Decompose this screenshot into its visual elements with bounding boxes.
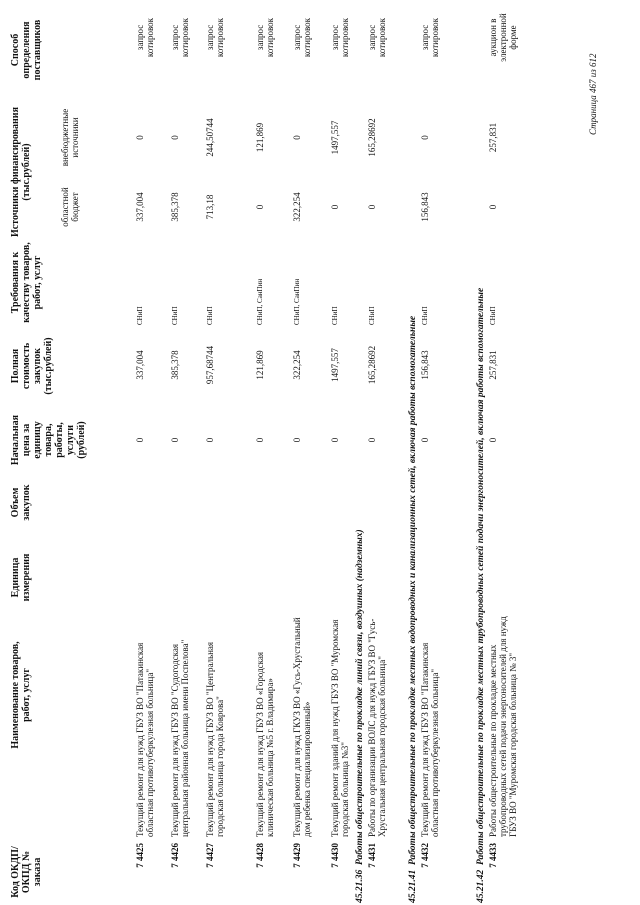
row-method: запрос котировок — [330, 17, 350, 58]
row-price: 0 — [488, 437, 498, 443]
header-unit: Единица измерения — [10, 553, 32, 602]
row-extra: 0 — [135, 135, 145, 140]
header-name: Наименование товаров, работ, услуг — [10, 641, 32, 749]
row-regional: 713,18 — [205, 194, 215, 220]
row-method: запрос котировок — [420, 17, 440, 58]
row-cost: 957,68744 — [205, 345, 215, 385]
row-method: аукцион в электронной форме — [488, 13, 518, 62]
header-financing: Источники финансирования (тыс.рублей) — [10, 107, 32, 237]
row-price: 0 — [330, 437, 340, 443]
row-cost: 156,843 — [420, 350, 430, 380]
row-regional: 0 — [330, 204, 340, 210]
row-num: 7 4430 — [330, 843, 340, 868]
page-number: Страница 467 из 612 — [588, 53, 598, 135]
row-num: 7 4425 — [135, 843, 145, 868]
row-name: Работы по организации ВОЛС для нужд ГБУЗ ВО "Гусь-Хрустальная центральная городская больница" — [367, 618, 387, 837]
row-price: 0 — [255, 437, 265, 443]
row-num: 7 4426 — [170, 843, 180, 868]
row-cost: 337,004 — [135, 350, 145, 380]
row-cost: 322,254 — [292, 350, 302, 380]
row-name: Работы общестроительные по прокладке местных трубопроводных сетей подачи энергоносителей для нужд ГБУЗ ВО "Муромская городская больница № 3" — [488, 616, 518, 837]
row-method: запрос котировок — [205, 17, 225, 58]
row-method: запрос котировок — [170, 17, 190, 58]
header-method: Способ определения поставщиков — [10, 19, 43, 81]
row-cost: 121,869 — [255, 350, 265, 380]
row-extra: 257,831 — [488, 122, 498, 153]
row-name: Текущий ремонт для нужд ГКУЗ ВО «Гусь-Хрустальный дом ребенка специализированный» — [292, 617, 312, 837]
row-regional: 337,004 — [135, 192, 145, 222]
row-method: запрос котировок — [255, 17, 275, 58]
row-method: запрос котировок — [367, 17, 387, 58]
row-name: Текущий ремонт для нужд ГБУЗ ВО "Центральная городская больница города Коврова" — [205, 641, 225, 837]
row-extra: 165,28692 — [367, 118, 377, 157]
row-regional: 0 — [255, 204, 265, 210]
row-name: Текущий ремонт для нужд ГБУЗ ВО "Судогодская центральная районная больница имени Поспелова" — [170, 639, 190, 837]
row-name: Текущий ремонт для нужд ГБУЗ ВО "Патакинская областная противотуберкулезная больница" — [420, 642, 440, 837]
row-cost: 1497,557 — [330, 348, 340, 382]
row-extra: 244,50744 — [205, 118, 215, 157]
row-req: СНиП — [171, 306, 179, 325]
header-fin-extra: внебюджетные источники — [60, 108, 80, 167]
row-num: 7 4429 — [292, 843, 302, 868]
row-price: 0 — [292, 437, 302, 443]
row-regional: 0 — [488, 204, 498, 210]
row-req: СНиП, СанПин — [256, 278, 264, 325]
section-45-21-41: 45.21.41 Работы общестроительные по прокладке местных водопроводных и канализационных сетей, включая работы вспомогательные — [408, 315, 418, 903]
row-extra: 0 — [170, 135, 180, 140]
row-req: СНиП — [136, 306, 144, 325]
row-req: СНиП — [206, 306, 214, 325]
header-requirements: Требования к качеству товаров, работ, услуг — [10, 242, 43, 323]
row-price: 0 — [420, 437, 430, 443]
row-method: запрос котировок — [292, 17, 312, 58]
row-name: Текущий ремонт зданий для нужд ГБУЗ ВО "Муромская городская больница №3" — [330, 619, 350, 837]
row-num: 7 4432 — [420, 843, 430, 868]
row-extra: 1497,557 — [330, 120, 340, 155]
row-name: Текущий ремонт для нужд ГБУЗ ВО «Городская клиническая больница №5 г. Владимира» — [255, 651, 275, 837]
header-code: Код ОКДП/ ОКПД № заказа — [10, 846, 43, 898]
row-price: 0 — [170, 437, 180, 443]
row-req: СНиП — [368, 306, 376, 325]
header-volume: Объем закупок — [10, 484, 32, 521]
row-name: Текущий ремонт для нужд ГБУЗ ВО "Патакинская областная противотуберкулезная больница" — [135, 642, 155, 837]
row-extra: 0 — [292, 135, 302, 140]
row-regional: 156,843 — [420, 192, 430, 222]
row-extra: 121,869 — [255, 122, 265, 153]
row-method: запрос котировок — [135, 17, 155, 58]
header-cost: Полная стоимость закупок (тыс.рублей) — [10, 337, 54, 395]
row-num: 7 4431 — [367, 843, 377, 868]
row-regional: 322,254 — [292, 192, 302, 222]
row-price: 0 — [367, 437, 377, 443]
row-req: СНиП, СанПин — [293, 278, 301, 325]
row-cost: 165,28692 — [367, 345, 377, 385]
row-num: 7 4433 — [488, 843, 498, 868]
row-num: 7 4427 — [205, 843, 215, 868]
row-price: 0 — [205, 437, 215, 443]
row-extra: 0 — [420, 135, 430, 140]
section-45-21-42: 45.21.42 Работы общестроительные по прокладке местных трубопроводных сетей подачи энергоносителей, включая работы вспомогательные — [476, 287, 486, 903]
row-req: СНиП — [489, 306, 497, 325]
row-regional: 385,378 — [170, 192, 180, 222]
row-req: СНиП — [331, 306, 339, 325]
header-price: Начальная цена за единицу товара, работы, услуги (рублей) — [10, 414, 87, 466]
row-regional: 0 — [367, 204, 377, 210]
row-cost: 385,378 — [170, 350, 180, 380]
row-price: 0 — [135, 437, 145, 443]
section-45-21-36: 45.21.36 Работы общестроительные по прокладке линий связи, воздушных (надземных) — [355, 529, 365, 903]
row-cost: 257,831 — [488, 350, 498, 380]
row-req: СНиП — [421, 306, 429, 325]
header-fin-regional: областной бюджет — [60, 187, 80, 227]
row-num: 7 4428 — [255, 843, 265, 868]
